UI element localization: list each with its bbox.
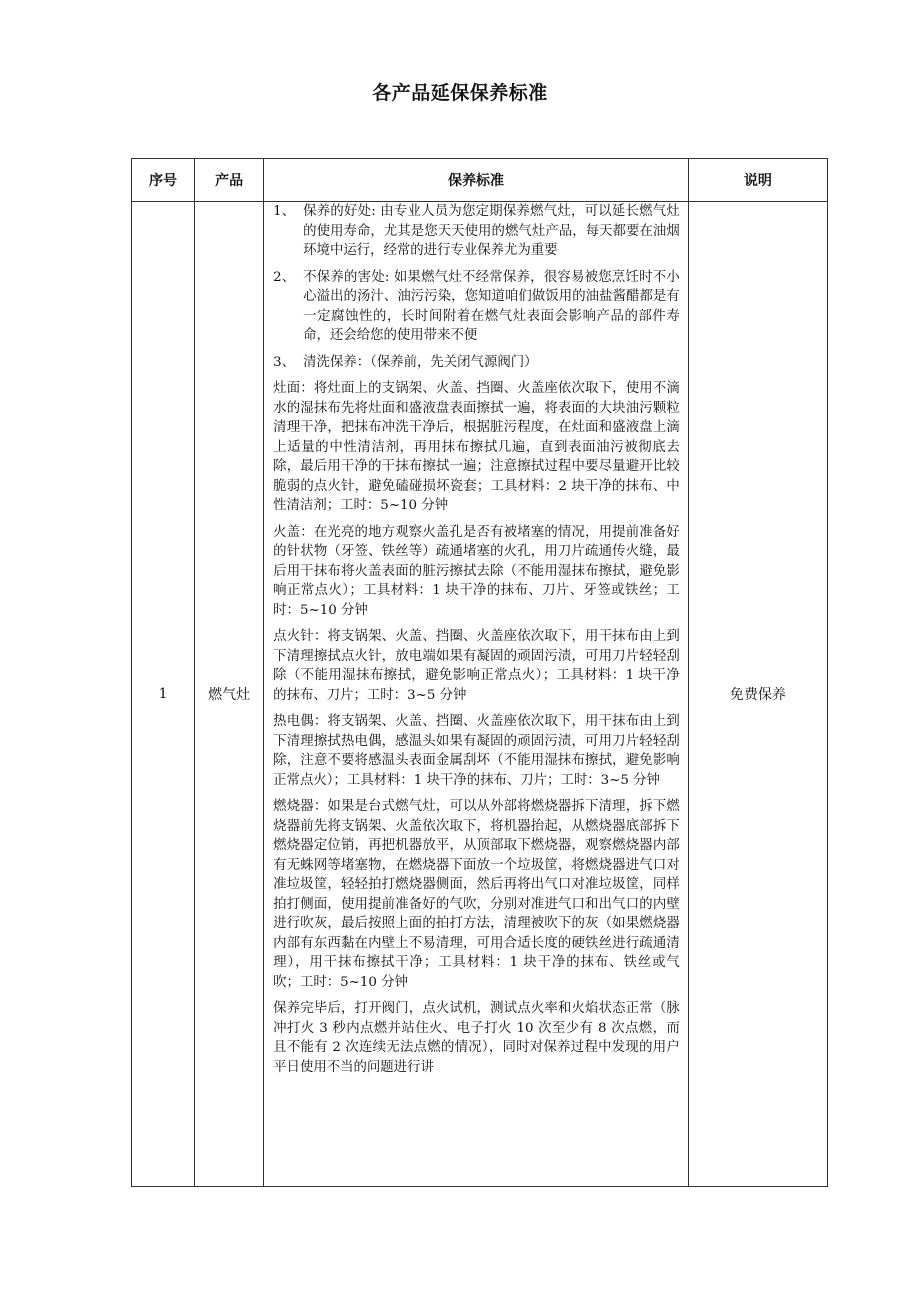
cell-standard xyxy=(264,202,689,1187)
standard-item-thermocouple: 热电偶：将支锅架、火盖、挡圈、火盖座依次取下，用干抹布由上到下清理擦拭热电偶，感温头如果有凝固的顽固污渍，可用刀片轻轻刮除，注意不要将感温头表面金属刮坏（不能用湿抹布擦拭，避免影响正常点火）；工具材料：1 块干净的抹布、刀片；工时：3~5 分钟 xyxy=(273,714,680,788)
document-title: 各产品延保保养标准 xyxy=(372,82,548,104)
standard-item-after-maintenance: 保养完毕后，打开阀门，点火试机，测试点火率和火焰状态正常（脉冲打火 3 秒内点燃并站住火、电子打火 10 次至少有 8 次点燃，而且不能有 2 次连续无法点燃的情况），同时对保养过程中发现的用户平日使用不当的问题进行讲 xyxy=(273,1001,680,1075)
header-product: 产品 xyxy=(195,159,264,202)
item-number: 3、 xyxy=(273,354,296,370)
standard-item-harm xyxy=(273,268,680,346)
table-row xyxy=(132,202,828,1187)
standard-item-ignition-needle: 点火针：将支锅架、火盖、挡圈、火盖座依次取下，用干抹布由上到下清理擦拭点火针，放电端如果有凝固的顽固污渍，可用刀片轻轻刮除（不能用湿抹布擦拭，避免影响正常点火）；工具材料：1 块干净的抹布、刀片；工时：3~5 分钟 xyxy=(273,629,680,703)
maintenance-standard-table xyxy=(131,158,828,1187)
table-header-row xyxy=(132,159,828,202)
item-number: 1、 xyxy=(273,204,296,219)
header-no: 序号 xyxy=(132,159,195,202)
item-text: 清洗保养：（保养前，先关闭气源阀门） xyxy=(303,354,538,370)
cell-no: 1 xyxy=(132,202,195,1187)
cell-product: 燃气灶 xyxy=(195,202,264,1187)
item-number: 2、 xyxy=(273,269,296,285)
item-text: 不保养的害处: 如果燃气灶不经常保养，很容易被您烹饪时不小心溢出的汤汁、油污污染，您知道咱们做饭用的油盐酱醋都是有一定腐蚀性的，长时间附着在燃气灶表面会影响产品的部件寿命，还会给您的使用带来不便 xyxy=(303,269,680,343)
standard-item-stove-surface: 灶面：将灶面上的支锅架、火盖、挡圈、火盖座依次取下，使用不滴水的湿抹布先将灶面和盛液盘表面擦拭一遍，将表面的大块油污颗粒清理干净，把抹布冲洗干净后，根据脏污程度，在灶面和盛液盘上滴上适量的中性清洁剂，再用抹布擦拭几遍，直到表面油污被彻底去除，最后用干净的干抹布擦拭一遍；注意擦拭过程中要尽量避开比较脆弱的点火针，避免磕碰损坏瓷套；工具材料：2 块干净的抹布、中性清洁剂；工时：5~10 分钟 xyxy=(273,381,680,513)
header-note: 说明 xyxy=(688,159,827,202)
standard-item-cleaning xyxy=(273,353,680,373)
header-standard: 保养标准 xyxy=(264,159,689,202)
cell-note: 免费保养 xyxy=(688,202,827,1187)
standard-content xyxy=(273,202,680,1186)
item-text: 保养的好处: 由专业人员为您定期保养燃气灶，可以延长燃气灶的使用寿命，尤其是您天天使用的燃气灶产品，每天都要在油烟环境中运行，经常的进行专业保养尤为重要 xyxy=(303,204,680,258)
standard-item-burner: 燃烧器：如果是台式燃气灶，可以从外部将燃烧器拆下清理，拆下燃烧器前先将支锅架、火盖依次取下，将机器抬起，从燃烧器底部拆下燃烧器定位销，再把机器放平，从顶部取下燃烧器，观察燃烧器内部有无蛛网等堵塞物，在燃烧器下面放一个垃圾筐，将燃烧器进气口对准垃圾筐，轻轻拍打燃烧器侧面，然后再将出气口对准垃圾筐，同样拍打侧面，使用提前准备好的气吹，分别对准进气口和出气口的内壁进行吹灰，最后按照上面的拍打方法，清理被吹下的灰（如果燃烧器内部有东西黏在内壁上不易清理，可用合适长度的硬铁丝进行疏通清理），用干抹布擦拭干净；工具材料：1 块干净的抹布、铁丝或气吹；工时：5~10 分钟 xyxy=(273,799,680,990)
standard-item-burner-cap: 火盖：在光亮的地方观察火盖孔是否有被堵塞的情况，用提前准备好的针状物（牙签、铁丝等）疏通堵塞的火孔，用刀片疏通传火缝，最后用干抹布将火盖表面的脏污擦拭去除（不能用湿抹布擦拭，避免影响正常点火）；工具材料：1 块干净的抹布、刀片、牙签或铁丝；工时：5~10 分钟 xyxy=(273,524,680,618)
standard-item-benefit xyxy=(273,202,680,261)
